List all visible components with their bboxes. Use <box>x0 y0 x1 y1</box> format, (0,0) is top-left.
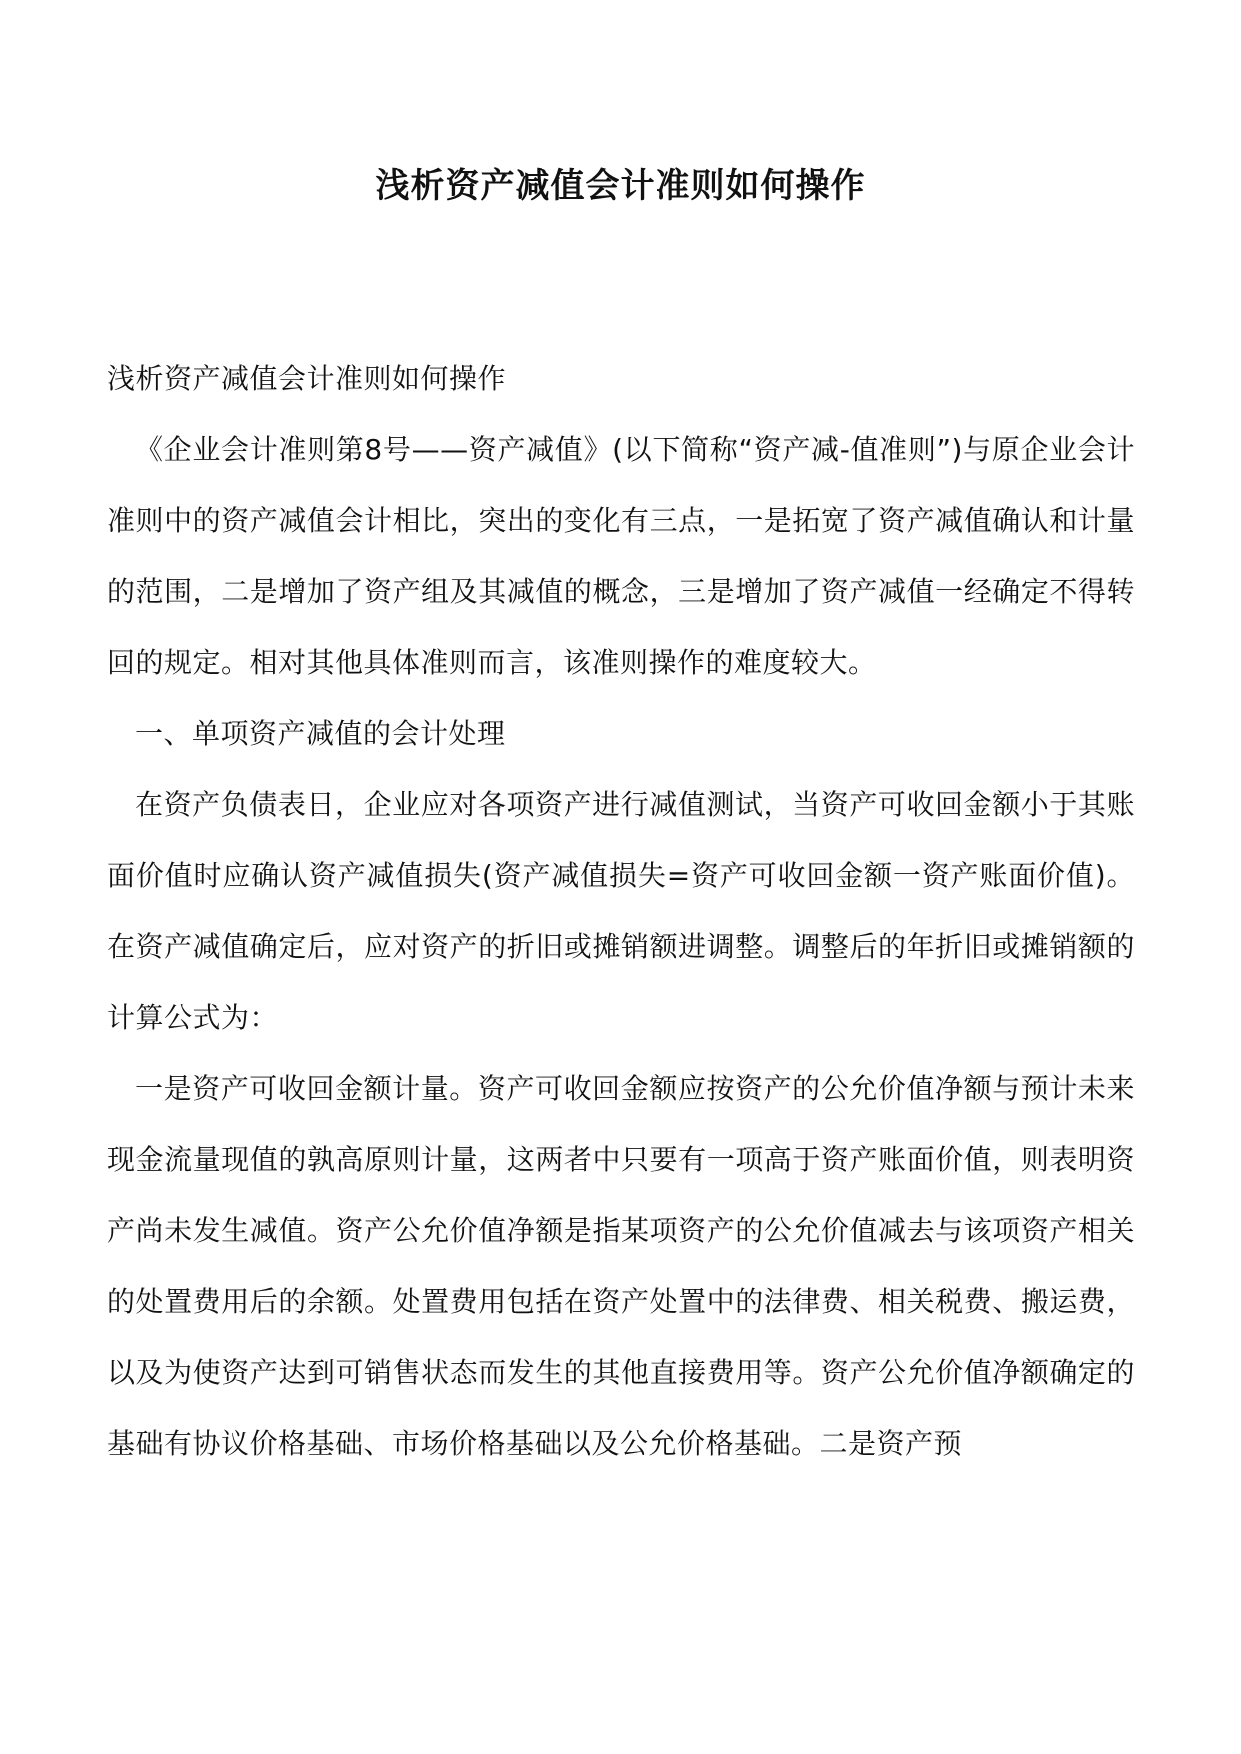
document-title: 浅析资产减值会计准则如何操作 <box>375 166 866 206</box>
paragraph-recoverable-amount: 一是资产可收回金额计量。资产可收回金额应按资产的公允价值净额与预计未来现金流量现值的孰高原则计量，这两者中只要有一项高于资产账面价值，则表明资产尚未发生减值。资产公允价值净额是指某项资产的公允价值减去与该项资产相关的处置费用后的余额。处置费用包括在资产处置中的法律费、相关税费、搬运费，以及为使资产达到可销售状态而发生的其他直接费用等。资产公允价值净额确定的基础有协议价格基础、市场价格基础以及公允价格基础。二是资产预 <box>107 1072 1135 1460</box>
section-heading-1: 一、单项资产减值的会计处理 <box>135 717 506 750</box>
paragraph-heading: 浅析资产减值会计准则如何操作 <box>107 362 507 395</box>
paragraph-intro: 《企业会计准则第8号——资产减值》(以下简称“资产减-值准则”)与原企业会计准则中的资产减值会计相比，突出的变化有三点，一是拓宽了资产减值确认和计量的范围，二是增加了资产组及其减值的概念，三是增加了资产减值一经确定不得转回的规定。相对其他具体准则而言，该准则操作的难度较大。 <box>107 433 1135 679</box>
document-body <box>107 343 1135 1479</box>
paragraph-section-1: 在资产负债表日，企业应对各项资产进行减值测试，当资产可收回金额小于其账面价值时应确认资产减值损失(资产减值损失=资产可收回金额一资产账面价值)。在资产减值确定后，应对资产的折旧或摊销额进调整。调整后的年折旧或摊销额的计算公式为： <box>107 788 1135 1034</box>
